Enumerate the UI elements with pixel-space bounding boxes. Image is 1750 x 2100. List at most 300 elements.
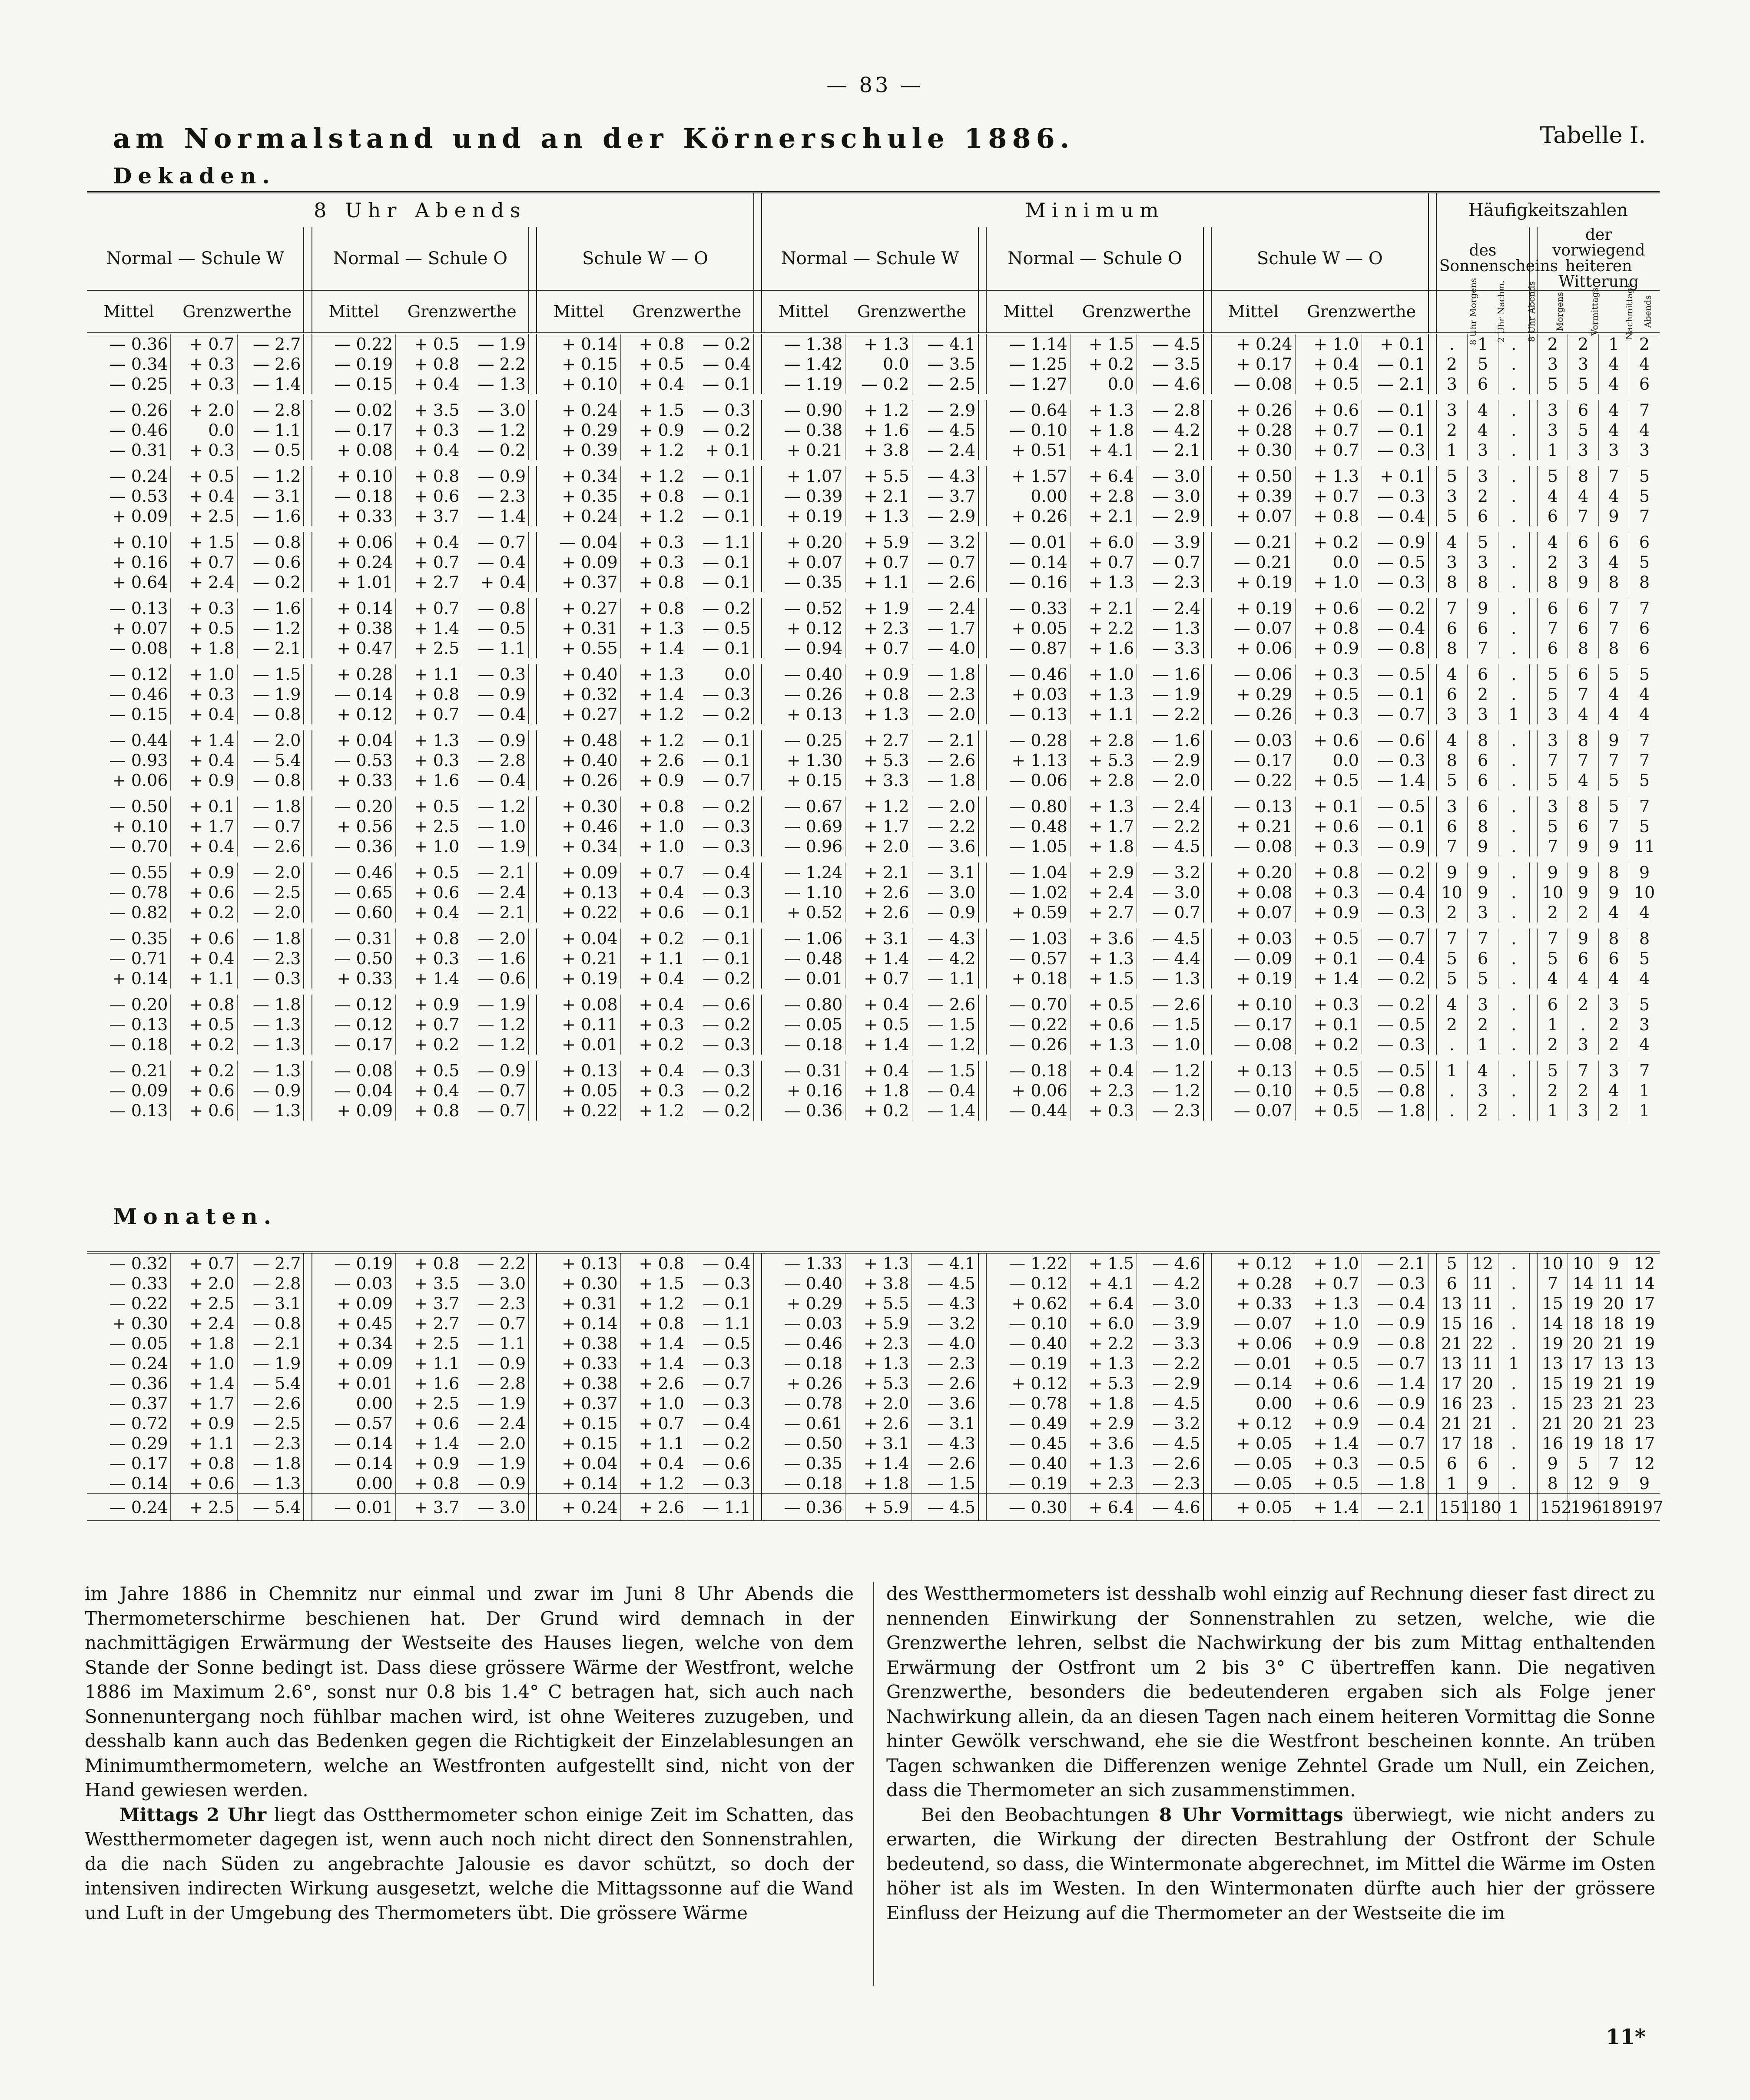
- table-cell: — 2.0: [237, 863, 304, 882]
- table-cell: + 0.04: [562, 1454, 618, 1473]
- table-cell: — 0.72: [109, 1414, 168, 1433]
- table-cell: — 2.2: [1137, 816, 1203, 836]
- separator: [529, 333, 537, 354]
- separator: [978, 354, 986, 374]
- table-cell: — 0.09: [109, 1081, 168, 1100]
- count-cell: 9: [1598, 836, 1629, 856]
- separator: [1429, 400, 1436, 420]
- separator: [754, 1373, 762, 1393]
- count-cell: 5: [1629, 949, 1660, 969]
- table-cell: + 1.0: [396, 836, 462, 856]
- separator: [978, 836, 986, 856]
- table-cell: — 4.5: [1137, 1393, 1203, 1413]
- table-cell: — 1.1: [687, 1314, 753, 1334]
- count-cell: 19: [1568, 1373, 1598, 1393]
- table-cell: — 0.3: [1362, 1274, 1428, 1294]
- separator: [1529, 1035, 1537, 1055]
- count-cell: 12: [1629, 1453, 1660, 1473]
- table-cell: + 1.30: [786, 751, 843, 770]
- separator: [1529, 1253, 1537, 1274]
- separator: [529, 598, 537, 618]
- separator: [978, 1061, 986, 1081]
- table-cell: + 1.0: [620, 816, 687, 836]
- table-cell: + 2.3: [845, 618, 912, 638]
- separator: [754, 333, 762, 354]
- table-row: [87, 572, 1660, 592]
- table-cell: — 2.6: [912, 995, 978, 1015]
- count-cell: .: [1498, 532, 1530, 552]
- separator: [754, 1453, 762, 1473]
- separator: [1203, 882, 1211, 902]
- table-cell: + 0.12: [1011, 1374, 1067, 1393]
- separator: [304, 770, 312, 790]
- separator: [529, 618, 537, 638]
- count-cell: 21: [1537, 1413, 1568, 1433]
- table-cell: — 0.93: [109, 751, 168, 770]
- count-cell: 5: [1537, 374, 1568, 394]
- count-cell: 4: [1598, 486, 1629, 506]
- table-cell: + 2.0: [845, 1393, 912, 1413]
- table-cell: — 0.50: [109, 797, 168, 816]
- table-cell: + 0.08: [337, 441, 393, 460]
- count-cell: 9: [1537, 863, 1568, 882]
- count-cell: 6: [1467, 506, 1498, 526]
- table-cell: + 0.30: [562, 1274, 618, 1293]
- separator: [304, 863, 312, 882]
- table-cell: — 0.18: [109, 1035, 168, 1054]
- table-cell: — 0.5: [1362, 1015, 1428, 1035]
- table-row: [87, 664, 1660, 684]
- count-cell: 196: [1568, 1494, 1598, 1521]
- separator: [978, 440, 986, 460]
- table-cell: + 2.4: [171, 572, 237, 592]
- table-cell: + 0.5: [620, 354, 687, 374]
- table-cell: — 2.9: [1137, 1373, 1203, 1393]
- table-cell: + 0.19: [786, 507, 843, 526]
- separator: [1529, 882, 1537, 902]
- count-cell: .: [1498, 1061, 1530, 1081]
- count-cell: 8: [1598, 929, 1629, 949]
- count-cell: 180: [1467, 1494, 1498, 1521]
- table-cell: — 0.3: [687, 1473, 753, 1494]
- table-cell: + 0.7: [171, 552, 237, 572]
- table-cell: + 0.12: [786, 619, 843, 638]
- table-cell: + 2.9: [1070, 863, 1137, 882]
- table-cell: + 1.3: [1070, 572, 1137, 592]
- paragraph-right-1: des Westthermometers ist desshalb wohl einzig auf Rechnung dieser fast direct zu nennenden Einwirkung der Sonnenstrahlen zu setzen, welche, wie die Grenzwerthe lehren, selbst die Nachwirkung der bis zum Mittag enthaltenden Erwärmung der Ostfront um 2 bis 3° C übertreffen kann. Die negativen Grenzwerthe, besonders die bedeutenderen ergaben sich als Folge jener Nachwirkung allein, da an diesen Tagen nach einem heiteren Vormittag die Sonne hinter Gewölk verschwand, ehe sie die Westfront bescheinen konnte. An trüben Tagen schwanken die Differenzen wenige Zehntel Grade um Null, ein Zeichen, dass die Thermometer an sich zusammenstimmen.: [886, 1583, 1655, 1801]
- count-cell: 6: [1467, 618, 1498, 638]
- table-cell: — 0.9: [1362, 836, 1428, 856]
- table-cell: — 2.1: [462, 863, 529, 882]
- sub-normal-w: Normal — Schule W: [106, 249, 285, 269]
- table-cell: + 0.27: [562, 705, 618, 724]
- separator: [304, 730, 312, 750]
- separator: [978, 796, 986, 816]
- separator: [1529, 466, 1537, 486]
- separator: [529, 730, 537, 750]
- count-cell: 4: [1598, 420, 1629, 440]
- table-cell: + 0.3: [1295, 1453, 1362, 1473]
- table-cell: — 0.1: [687, 486, 753, 506]
- separator: [1428, 1253, 1436, 1274]
- table-cell: — 0.5: [1362, 664, 1428, 684]
- separator: [529, 466, 537, 486]
- count-cell: 7: [1598, 816, 1629, 836]
- separator: [1203, 290, 1211, 333]
- count-cell: .: [1498, 618, 1530, 638]
- table-cell: — 3.5: [912, 354, 978, 374]
- table-cell: + 0.4: [171, 750, 237, 770]
- count-cell: 5: [1598, 796, 1629, 816]
- table-cell: + 0.29: [562, 421, 618, 440]
- separator: [1203, 949, 1211, 969]
- table-cell: — 0.34: [109, 355, 168, 374]
- table-cell: + 0.9: [845, 664, 912, 684]
- table-cell: — 0.40: [784, 1274, 843, 1293]
- table-cell: — 0.13: [109, 1015, 168, 1034]
- table-cell: + 0.8: [1295, 618, 1362, 638]
- table-cell: + 0.29: [786, 1294, 843, 1313]
- count-cell: 8: [1467, 572, 1498, 592]
- table-cell: — 0.9: [1362, 1314, 1428, 1334]
- separator: [529, 770, 537, 790]
- table-cell: + 2.5: [171, 1294, 237, 1314]
- count-cell: .: [1436, 1101, 1468, 1121]
- separator: [1529, 1373, 1537, 1393]
- table-cell: + 1.5: [620, 400, 687, 420]
- count-cell: 21: [1436, 1334, 1468, 1354]
- separator: [529, 552, 537, 572]
- table-cell: — 0.33: [1009, 599, 1067, 618]
- count-cell: 4: [1436, 730, 1468, 750]
- count-cell: 22: [1467, 1334, 1498, 1354]
- separator: [1429, 618, 1436, 638]
- count-cell: 12: [1467, 1253, 1498, 1274]
- table-cell: + 0.2: [1295, 1035, 1362, 1055]
- count-cell: 10: [1537, 882, 1568, 902]
- table-cell: — 4.4: [1137, 949, 1203, 969]
- separator: [978, 730, 986, 750]
- count-cell: 2: [1467, 1101, 1498, 1121]
- table-cell: + 0.9: [171, 1413, 237, 1433]
- separator: [1529, 836, 1537, 856]
- table-cell: — 2.9: [1137, 750, 1203, 770]
- table-cell: + 0.6: [171, 1081, 237, 1101]
- table-cell: — 2.1: [237, 1334, 304, 1354]
- separator: [1429, 949, 1436, 969]
- label-grenzwerthe: Grenzwerthe: [1070, 290, 1203, 333]
- count-cell: 6: [1568, 816, 1598, 836]
- separator: [1529, 618, 1537, 638]
- column-label-text: Morgens: [1554, 292, 1565, 331]
- table-cell: + 3.1: [845, 1433, 912, 1453]
- separator: [1203, 354, 1211, 374]
- separator: [1529, 1453, 1537, 1473]
- count-cell: .: [1498, 420, 1530, 440]
- count-cell: 17: [1629, 1294, 1660, 1314]
- count-cell: 7: [1598, 466, 1629, 486]
- table-cell: + 1.1: [1070, 704, 1137, 724]
- table-cell: — 1.8: [912, 664, 978, 684]
- separator: [529, 796, 537, 816]
- table-cell: — 0.25: [784, 731, 843, 750]
- count-cell: 6: [1537, 638, 1568, 658]
- count-cell: 19: [1629, 1373, 1660, 1393]
- count-cell: 151: [1436, 1494, 1468, 1521]
- separator: [304, 704, 312, 724]
- count-cell: 1: [1537, 1101, 1568, 1121]
- table-cell: + 1.7: [171, 1393, 237, 1413]
- count-cell: 3: [1436, 374, 1468, 394]
- table-cell: + 0.8: [396, 1253, 462, 1274]
- row-gap: [87, 1055, 1660, 1061]
- table-cell: — 0.3: [237, 969, 304, 989]
- count-cell: 7: [1629, 750, 1660, 770]
- paragraph-left-1: im Jahre 1886 in Chemnitz nur einmal und zwar im Juni 8 Uhr Abends die Thermometerschirme beschienen hat. Der Grund wird demnach in der nachmittägigen Erwärmung der Westseite des Hauses liegen, welche von dem Stande der Sonne bedingt ist. Dass diese grössere Wärme der Westfront, welche 1886 im Maximum 2.6°, sonst nur 0.8 bis 1.4° C betragen hat, sich auch nach Sonnenuntergang noch fühlbar machen wird, ist ohne Weiteres zuzugeben, und desshalb kann auch das Bedenken gegen die Richtigkeit der Einzelablesungen an Minimumthermometern, welche an Westfronten aufgestellt sind, nicht von der Hand gewiesen werden.: [85, 1583, 854, 1801]
- table-cell: + 1.07: [786, 467, 843, 486]
- separator: [754, 1393, 762, 1413]
- table-cell: + 0.09: [562, 863, 618, 882]
- table-cell: + 0.14: [562, 335, 618, 354]
- separator: [1428, 1473, 1436, 1494]
- separator: [978, 863, 986, 882]
- separator: [1529, 684, 1537, 704]
- table-cell: — 5.4: [237, 1373, 304, 1393]
- table-cell: + 1.0: [620, 836, 687, 856]
- table-cell: + 3.6: [1070, 929, 1137, 949]
- table-cell: — 5.4: [237, 750, 304, 770]
- table-cell: — 2.1: [1362, 374, 1428, 394]
- separator: [754, 466, 762, 486]
- table-cell: — 0.8: [1362, 1081, 1428, 1101]
- separator: [304, 949, 312, 969]
- table-cell: — 2.9: [912, 506, 978, 526]
- table-cell: + 1.6: [845, 420, 912, 440]
- table-cell: — 0.03: [334, 1274, 393, 1293]
- table-cell: + 0.1: [1295, 796, 1362, 816]
- table-cell: 0.0: [1295, 750, 1362, 770]
- table-row: [87, 506, 1660, 526]
- group-minimum: Minimum: [1025, 199, 1165, 222]
- table-cell: + 1.5: [1070, 1253, 1137, 1274]
- count-cell: 17: [1436, 1373, 1468, 1393]
- table-cell: + 0.2: [620, 929, 687, 949]
- separator: [304, 1015, 312, 1035]
- count-cell: .: [1498, 949, 1530, 969]
- label-mittel: Mittel: [537, 290, 620, 333]
- separator: [304, 1453, 312, 1473]
- separator: [1429, 730, 1436, 750]
- table-cell: + 0.39: [562, 441, 618, 460]
- count-cell: 5: [1629, 664, 1660, 684]
- table-cell: — 0.25: [109, 375, 168, 394]
- group-haeufigkeit: Häufigkeitszahlen: [1468, 200, 1628, 220]
- table-cell: — 0.12: [1009, 1274, 1067, 1293]
- table-cell: — 1.5: [912, 1061, 978, 1081]
- table-cell: + 0.22: [562, 1101, 618, 1120]
- separator: [529, 836, 537, 856]
- table-cell: — 0.17: [334, 421, 393, 440]
- table-cell: — 4.3: [912, 1294, 978, 1314]
- table-cell: + 0.9: [396, 995, 462, 1015]
- table-cell: — 4.0: [912, 1334, 978, 1354]
- count-cell: .: [1498, 1035, 1530, 1055]
- table-cell: — 0.2: [1362, 969, 1428, 989]
- table-cell: — 2.2: [1137, 1354, 1203, 1373]
- count-cell: 3: [1537, 704, 1568, 724]
- count-cell: .: [1498, 1314, 1530, 1334]
- table-cell: + 0.06: [1011, 1081, 1067, 1100]
- count-cell: .: [1498, 1101, 1530, 1121]
- table-cell: + 1.3: [1070, 796, 1137, 816]
- table-cell: 0.00: [1031, 487, 1067, 506]
- separator: [754, 1413, 762, 1433]
- count-cell: 13: [1629, 1354, 1660, 1373]
- count-cell: 4: [1537, 969, 1568, 989]
- table-cell: — 2.1: [912, 730, 978, 750]
- count-cell: 8: [1568, 638, 1598, 658]
- count-cell: 9: [1467, 1473, 1498, 1494]
- sub-normal-o: Normal — Schule O: [333, 249, 508, 269]
- table-cell: 0.00: [1255, 1394, 1293, 1413]
- separator: [978, 929, 986, 949]
- separator: [1429, 374, 1436, 394]
- count-cell: 5: [1568, 1453, 1598, 1473]
- separator: [1429, 638, 1436, 658]
- table-cell: + 1.5: [1070, 333, 1137, 354]
- count-cell: 5: [1467, 532, 1498, 552]
- separator: [978, 1015, 986, 1035]
- text-column-right: [886, 1582, 1655, 1925]
- table-cell: + 2.2: [1070, 618, 1137, 638]
- count-cell: 7: [1436, 929, 1468, 949]
- count-cell: 11: [1467, 1354, 1498, 1373]
- table-cell: — 1.9: [237, 684, 304, 704]
- table-cell: — 0.14: [1009, 553, 1067, 572]
- table-cell: — 3.0: [462, 400, 529, 420]
- table-cell: + 1.0: [1295, 333, 1362, 354]
- count-cell: 9: [1598, 506, 1629, 526]
- table-cell: — 1.2: [462, 796, 529, 816]
- count-cell: 2: [1629, 333, 1660, 354]
- table-cell: — 0.31: [334, 929, 393, 948]
- table-cell: + 2.3: [845, 1334, 912, 1354]
- table-cell: + 0.07: [786, 553, 843, 572]
- table-cell: — 0.3: [687, 1061, 753, 1081]
- table-row: [87, 684, 1660, 704]
- table-row: [87, 995, 1660, 1015]
- table-row: [87, 1413, 1660, 1433]
- table-cell: + 0.4: [620, 969, 687, 989]
- count-cell: 21: [1467, 1413, 1498, 1433]
- count-cell: 11: [1467, 1274, 1498, 1294]
- table-cell: — 1.9: [1137, 684, 1203, 704]
- count-cell: 18: [1598, 1433, 1629, 1453]
- table-cell: + 0.3: [171, 598, 237, 618]
- table-cell: + 0.1: [1295, 1015, 1362, 1035]
- separator: [1428, 1294, 1436, 1314]
- table-cell: + 0.33: [337, 969, 393, 988]
- count-cell: 5: [1436, 949, 1468, 969]
- table-cell: + 1.4: [1295, 969, 1362, 989]
- count-cell: 7: [1598, 598, 1629, 618]
- table-cell: + 0.10: [562, 375, 618, 394]
- count-cell: 7: [1568, 1061, 1598, 1081]
- count-cell: 8: [1598, 638, 1629, 658]
- table-cell: — 0.15: [109, 705, 168, 724]
- separator: [304, 440, 312, 460]
- count-cell: 4: [1598, 354, 1629, 374]
- separator: [754, 638, 762, 658]
- count-cell: 6: [1629, 618, 1660, 638]
- page-number: — 83 —: [826, 73, 924, 97]
- count-cell: .: [1498, 1081, 1530, 1101]
- separator: [1429, 486, 1436, 506]
- separator: [754, 552, 762, 572]
- count-cell: 2: [1436, 420, 1468, 440]
- count-cell: 2: [1598, 1015, 1629, 1035]
- table-cell: + 0.38: [562, 1334, 618, 1353]
- count-cell: .: [1498, 354, 1530, 374]
- table-cell: — 0.7: [912, 552, 978, 572]
- table-cell: + 0.3: [1295, 995, 1362, 1015]
- table-cell: + 1.57: [1011, 467, 1067, 486]
- table-cell: — 2.6: [912, 1373, 978, 1393]
- separator: [529, 290, 537, 333]
- table-row: [87, 1354, 1660, 1373]
- count-cell: .: [1498, 902, 1530, 922]
- count-cell: 3: [1537, 420, 1568, 440]
- separator: [1529, 796, 1537, 816]
- table-cell: — 0.20: [334, 797, 393, 816]
- table-cell: — 3.2: [1137, 863, 1203, 882]
- separator: [1529, 995, 1537, 1015]
- table-cell: + 0.4: [1295, 354, 1362, 374]
- table-cell: — 2.6: [237, 1393, 304, 1413]
- table-cell: + 6.4: [1070, 1494, 1137, 1521]
- separator: [1529, 552, 1537, 572]
- count-cell: 23: [1629, 1413, 1660, 1433]
- table-cell: + 0.3: [171, 684, 237, 704]
- table-cell: — 0.6: [687, 995, 753, 1015]
- table-cell: — 0.14: [334, 1434, 393, 1453]
- table-cell: — 2.9: [1137, 506, 1203, 526]
- table-cell: + 1.6: [396, 1373, 462, 1393]
- count-cell: 18: [1467, 1433, 1498, 1453]
- table-cell: — 2.3: [1137, 1101, 1203, 1121]
- table-cell: + 0.2: [171, 902, 237, 922]
- table-cell: + 0.8: [845, 684, 912, 704]
- table-cell: — 0.07: [1233, 619, 1293, 638]
- separator: [978, 1274, 986, 1294]
- separator: [529, 1061, 537, 1081]
- separator: [529, 400, 537, 420]
- table-cell: — 0.19: [1009, 1474, 1067, 1493]
- table-cell: + 1.2: [620, 1473, 687, 1494]
- table-cell: + 0.35: [562, 487, 618, 506]
- count-cell: 3: [1568, 354, 1598, 374]
- table-cell: — 1.9: [462, 1393, 529, 1413]
- table-cell: — 0.36: [762, 1494, 845, 1521]
- table-cell: + 0.03: [1011, 685, 1067, 704]
- table-cell: — 0.70: [1009, 995, 1067, 1014]
- table-cell: + 6.4: [1070, 466, 1137, 486]
- separator: [1203, 1101, 1211, 1121]
- label-heiter: [1598, 283, 1635, 340]
- table-cell: — 0.30: [986, 1494, 1070, 1521]
- table-cell: — 0.1: [1362, 816, 1428, 836]
- separator: [1203, 770, 1211, 790]
